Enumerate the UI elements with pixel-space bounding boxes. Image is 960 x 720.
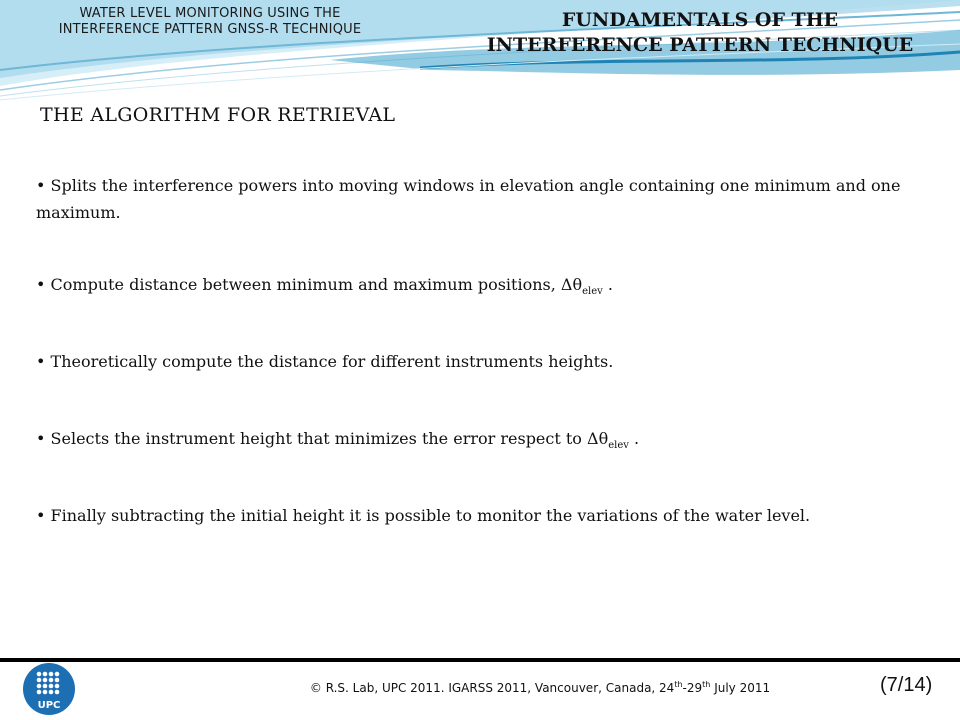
- bullet-item: • Finally subtracting the initial height it is possible to monitor the variations of the water level.: [36, 506, 811, 525]
- bullet-item: • Compute distance between minimum and maximum positions, $\Delta\theta_{elev}$ .: [36, 275, 613, 298]
- bullet-item: • Selects the instrument height that minimizes the error respect to $\Delta\theta_{elev}$ .: [36, 429, 640, 452]
- section-title: THE ALGORITHM FOR RETRIEVAL: [40, 104, 396, 126]
- footer-text-end: July 2011: [710, 681, 771, 695]
- slide-topic: [440, 8, 960, 58]
- bullet-text-end: .: [628, 429, 640, 448]
- bullet-text: Finally subtracting the initial height it is possible to monitor the variations of the water level.: [50, 506, 811, 525]
- bullet-item: • Theoretically compute the distance for different instruments heights.: [36, 352, 614, 371]
- footer-sup: th: [702, 680, 711, 689]
- upc-logo: [22, 662, 76, 716]
- slide-topic-line1: FUNDAMENTALS OF THE: [561, 9, 839, 31]
- page-number: (7/14): [880, 674, 933, 696]
- bullet-item: • Splits the interference powers into moving windows in elevation angle containing one minimum and one maximum.: [36, 176, 901, 222]
- presentation-title-line1: WATER LEVEL MONITORING USING THE: [79, 6, 341, 21]
- footer-text-dash: -29: [682, 681, 703, 695]
- bullet-text-end: .: [602, 275, 613, 294]
- presentation-title: [20, 6, 400, 38]
- subscript-elev: elev: [582, 286, 603, 298]
- bullet-text: Compute distance between minimum and maximum positions, Δθ: [50, 275, 583, 294]
- bullet-text: Theoretically compute the distance for different instruments heights.: [50, 352, 614, 371]
- footer-credit: [240, 680, 840, 695]
- logo-label: UPC: [37, 700, 61, 711]
- footer-divider: [0, 658, 960, 662]
- subscript-elev: elev: [608, 440, 629, 452]
- bullet-text: Splits the interference powers into moving windows in elevation angle containing one minimum and one maximum.: [36, 176, 901, 222]
- slide-topic-line2: INTERFERENCE PATTERN TECHNIQUE: [486, 34, 914, 56]
- footer-sup: th: [674, 680, 683, 689]
- presentation-title-line2: INTERFERENCE PATTERN GNSS-R TECHNIQUE: [58, 22, 362, 37]
- bullet-text: Selects the instrument height that minimizes the error respect to Δθ: [50, 429, 609, 448]
- footer-text: © R.S. Lab, UPC 2011. IGARSS 2011, Vancouver, Canada, 24: [309, 681, 675, 695]
